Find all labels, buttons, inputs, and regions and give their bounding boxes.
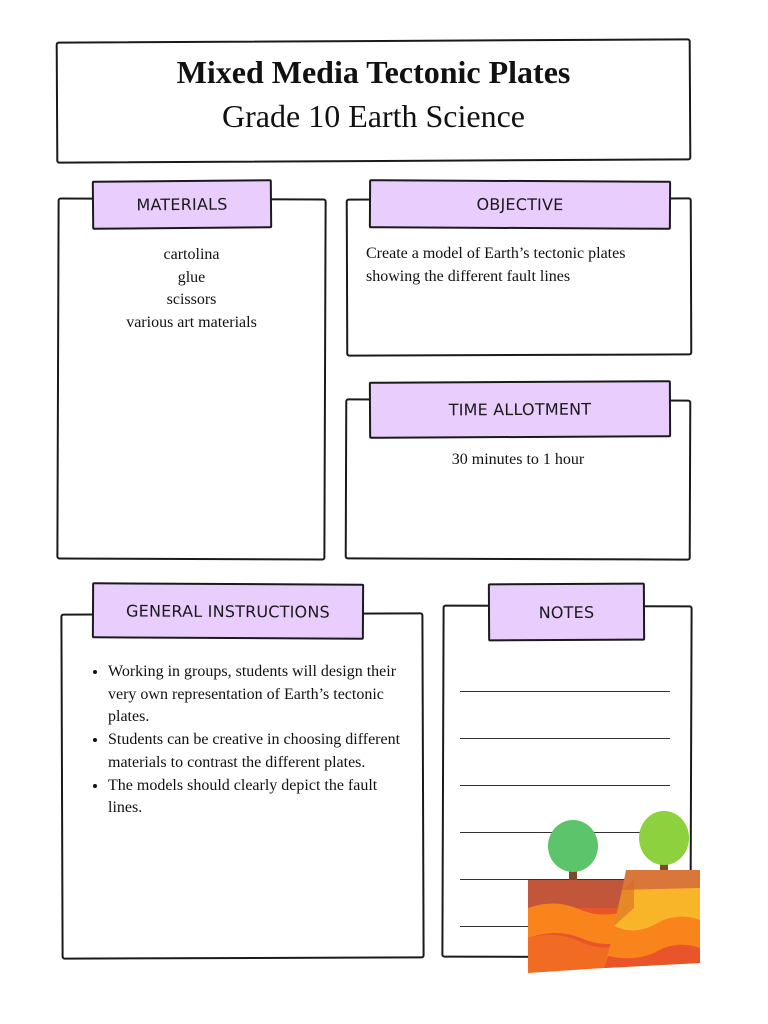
objective-text: Create a model of Earth’s tectonic plates showing the different fault lines — [366, 245, 626, 285]
materials-item: cartolina — [163, 246, 220, 263]
notes-label: NOTES — [488, 583, 645, 642]
time-allotment-label: TIME ALLOTMENT — [369, 380, 671, 439]
general-instructions-list — [84, 661, 406, 820]
page-title: Mixed Media Tectonic Plates — [176, 54, 571, 90]
note-line — [460, 691, 670, 692]
instruction-item: • Students can be creative in choosing different materials to contrast the different plates. — [108, 729, 406, 774]
note-line — [460, 738, 670, 739]
general-instructions-label: GENERAL INSTRUCTIONS — [92, 582, 364, 639]
tectonic-plates-illustration-icon — [526, 808, 702, 976]
materials-label: MATERIALS — [92, 179, 272, 230]
materials-item: various art materials — [126, 313, 257, 331]
objective-label: OBJECTIVE — [369, 179, 671, 230]
page-subtitle: Grade 10 Earth Science — [222, 98, 525, 134]
instruction-item: • The models should clearly depict the fault lines. — [108, 775, 406, 820]
note-line — [460, 785, 670, 786]
time-allotment-text: 30 minutes to 1 hour — [451, 451, 585, 468]
materials-item: glue — [177, 268, 206, 286]
instruction-item: • Working in groups, students will design their very own representation of Earth’s tectonic plates. — [108, 661, 406, 729]
materials-list — [57, 244, 326, 334]
materials-item: scissors — [166, 291, 217, 308]
